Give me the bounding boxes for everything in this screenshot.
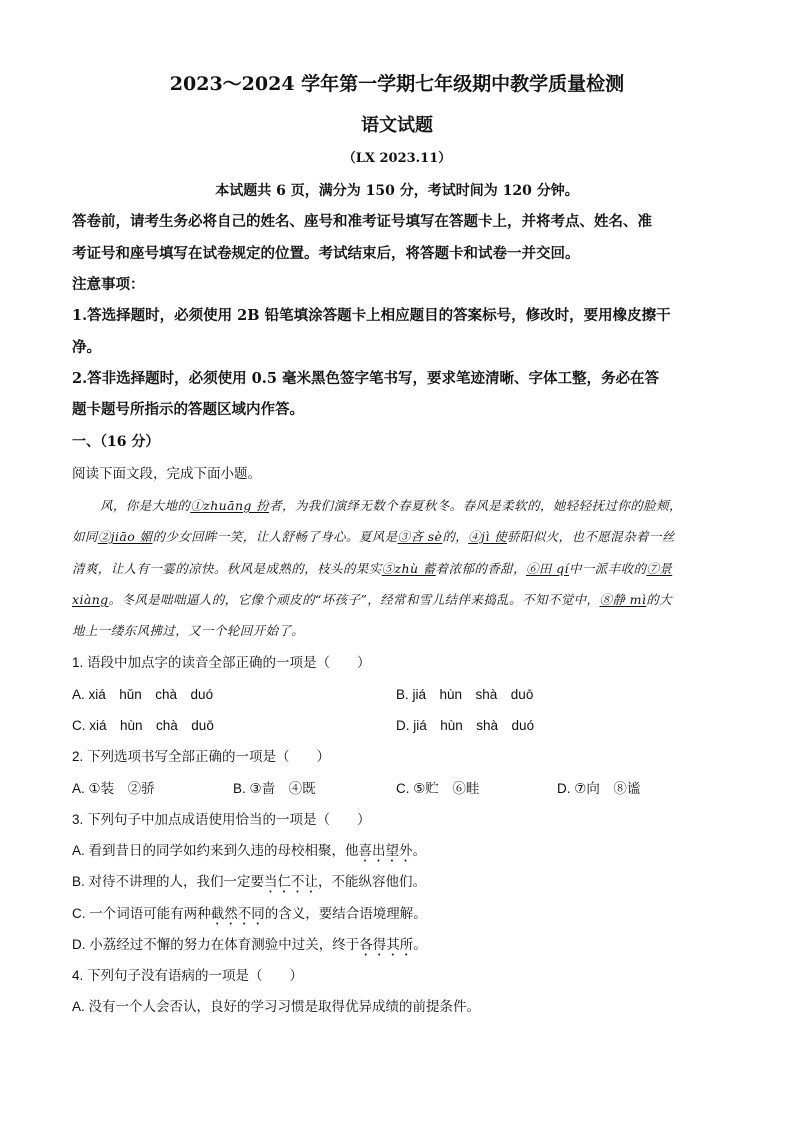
blank-1: ①zhuāng 扮 [190,498,270,513]
section-1-prompt: 阅读下面文段，完成下面小题。 [72,466,261,481]
blank-2: ②jiāo 媚 [97,529,153,544]
q4-option-a[interactable]: A. 没有一个人会否认，良好的学习习惯是取得优异成绩的前提条件。 [72,999,481,1014]
idiom: 当仁不让 [264,874,319,889]
option-text: 。 [412,843,427,858]
passage-text: 清爽，让人有一霎的凉快。秋风是成熟的，枝头的果实 [72,561,382,576]
passage-line-2 [72,528,675,546]
note-2-line-2: 题卡题号所指示的答题区域内作答。 [72,401,304,418]
option-text: D. 小荔经过不懈的努力在体育测验中过关，终于 [72,937,360,952]
q1-option-b[interactable]: B. jiá hùn shà duō [396,687,534,702]
note-1-line-2: 净。 [72,339,101,356]
passage-line-5: 地上一缕东风拂过，又一个轮回开始了。 [72,623,305,638]
passage-text: 者，为我们演绎无数个春夏秋冬。春风是柔软的，她轻轻抚过你的脸颊， [269,498,682,513]
q1-option-c[interactable]: C. xiá hùn chà duō [72,718,214,733]
q4-stem: 4. 下列句子没有语病的一项是（ ） [72,968,304,983]
q1-stem: 1. 语段中加点字的读音全部正确的一项是（ ） [72,655,371,670]
q2-option-c[interactable]: C. ⑤贮 ⑥畦 [396,781,480,796]
q3-option-c[interactable] [72,905,427,928]
passage-line-1 [100,497,682,515]
option-text: B. 对待不讲理的人，我们一定要 [72,874,265,889]
exam-info: 本试题共 6 页，满分为 150 分，考试时间为 120 分钟。 [215,183,579,199]
note-1-line-1: 1.答选择题时，必须使用 2B 铅笔填涂答题卡上相应题目的答案标号，修改时，要用橡皮擦干 [72,307,671,324]
q3-option-a[interactable] [72,842,426,865]
idiom: 喜出望外 [358,843,413,858]
idiom: 截然不同 [210,906,265,921]
passage-text: 着浓郁的香甜， [435,561,526,576]
passage-line-4 [72,591,672,609]
passage-text: 的少女回眸一笑，让人舒畅了身心。夏风是 [152,529,398,544]
blank-6: ⑥田 qí [525,561,569,576]
note-2-line-1: 2.答非选择题时，必须使用 0.5 毫米黑色签字笔书写，要求笔迹清晰、字体工整，务必在答 [72,370,659,387]
exam-title: 2023～2024 学年第一学期七年级期中教学质量检测 [169,73,625,95]
q1-option-d[interactable]: D. jiá hùn shà duó [396,718,535,733]
section-1-heading: 一、（16 分） [72,434,160,450]
passage-text: 。冬风是咄咄逼人的，它像个顽皮的“坏孩子”，经常和雪儿结伴来捣乱。不知不觉中， [108,592,600,607]
passage-text: 骄阳似火，也不愿混杂着一丝 [507,529,675,544]
option-text: A. 看到昔日的同学如约来到久违的母校相聚，他 [72,843,359,858]
exam-subtitle: 语文试题 [361,115,433,136]
q3-stem: 3. 下列句子中加点成语使用恰当的一项是（ ） [72,812,371,827]
blank-8: ⑧静 mì [599,592,647,607]
blank-4: ④jì 使 [468,529,508,544]
q1-option-a[interactable]: A. xiá hǔn chà duó [72,687,214,702]
q2-stem: 2. 下列选项书写全部正确的一项是（ ） [72,749,331,764]
q2-option-d[interactable]: D. ⑦向 ⑧谧 [557,781,641,796]
option-text: 。 [413,937,427,952]
q3-option-d[interactable] [72,936,427,959]
q3-option-b[interactable] [72,873,426,896]
preface-line-1: 答卷前，请考生务必将自己的姓名、座号和准考证号填写在答题卡上，并将考点、姓名、准 [72,213,652,230]
idiom: 各得其所 [359,937,414,952]
blank-7: ⑦景 [646,561,673,576]
option-text: ，不能纵容他们。 [318,874,427,889]
passage-text: 的大 [646,592,673,607]
passage-line-3 [72,560,672,578]
q2-option-a[interactable]: A. ①装 ②骄 [72,781,155,796]
option-text: C. 一个词语可能有两种 [72,906,211,921]
option-text: 的含义，要结合语境理解。 [264,906,427,921]
passage-text: 的， [442,529,469,544]
preface-line-2: 考证号和座号填写在试卷规定的位置。考试结束后，将答题卡和试卷一并交回。 [72,245,580,262]
passage-text: 中一派丰收的 [568,561,647,576]
blank-5: ⑤zhù 蓄 [381,561,436,576]
q2-option-b[interactable]: B. ③啬 ④既 [233,781,316,796]
notes-heading: 注意事项： [72,276,145,293]
blank-7-cont: xiàng [72,592,109,607]
passage-text: 风，你是大地的 [100,498,191,513]
blank-3: ③吝 sè [397,529,443,544]
exam-code: （LX 2023.11） [342,151,452,166]
passage-text: 如同 [72,529,98,544]
